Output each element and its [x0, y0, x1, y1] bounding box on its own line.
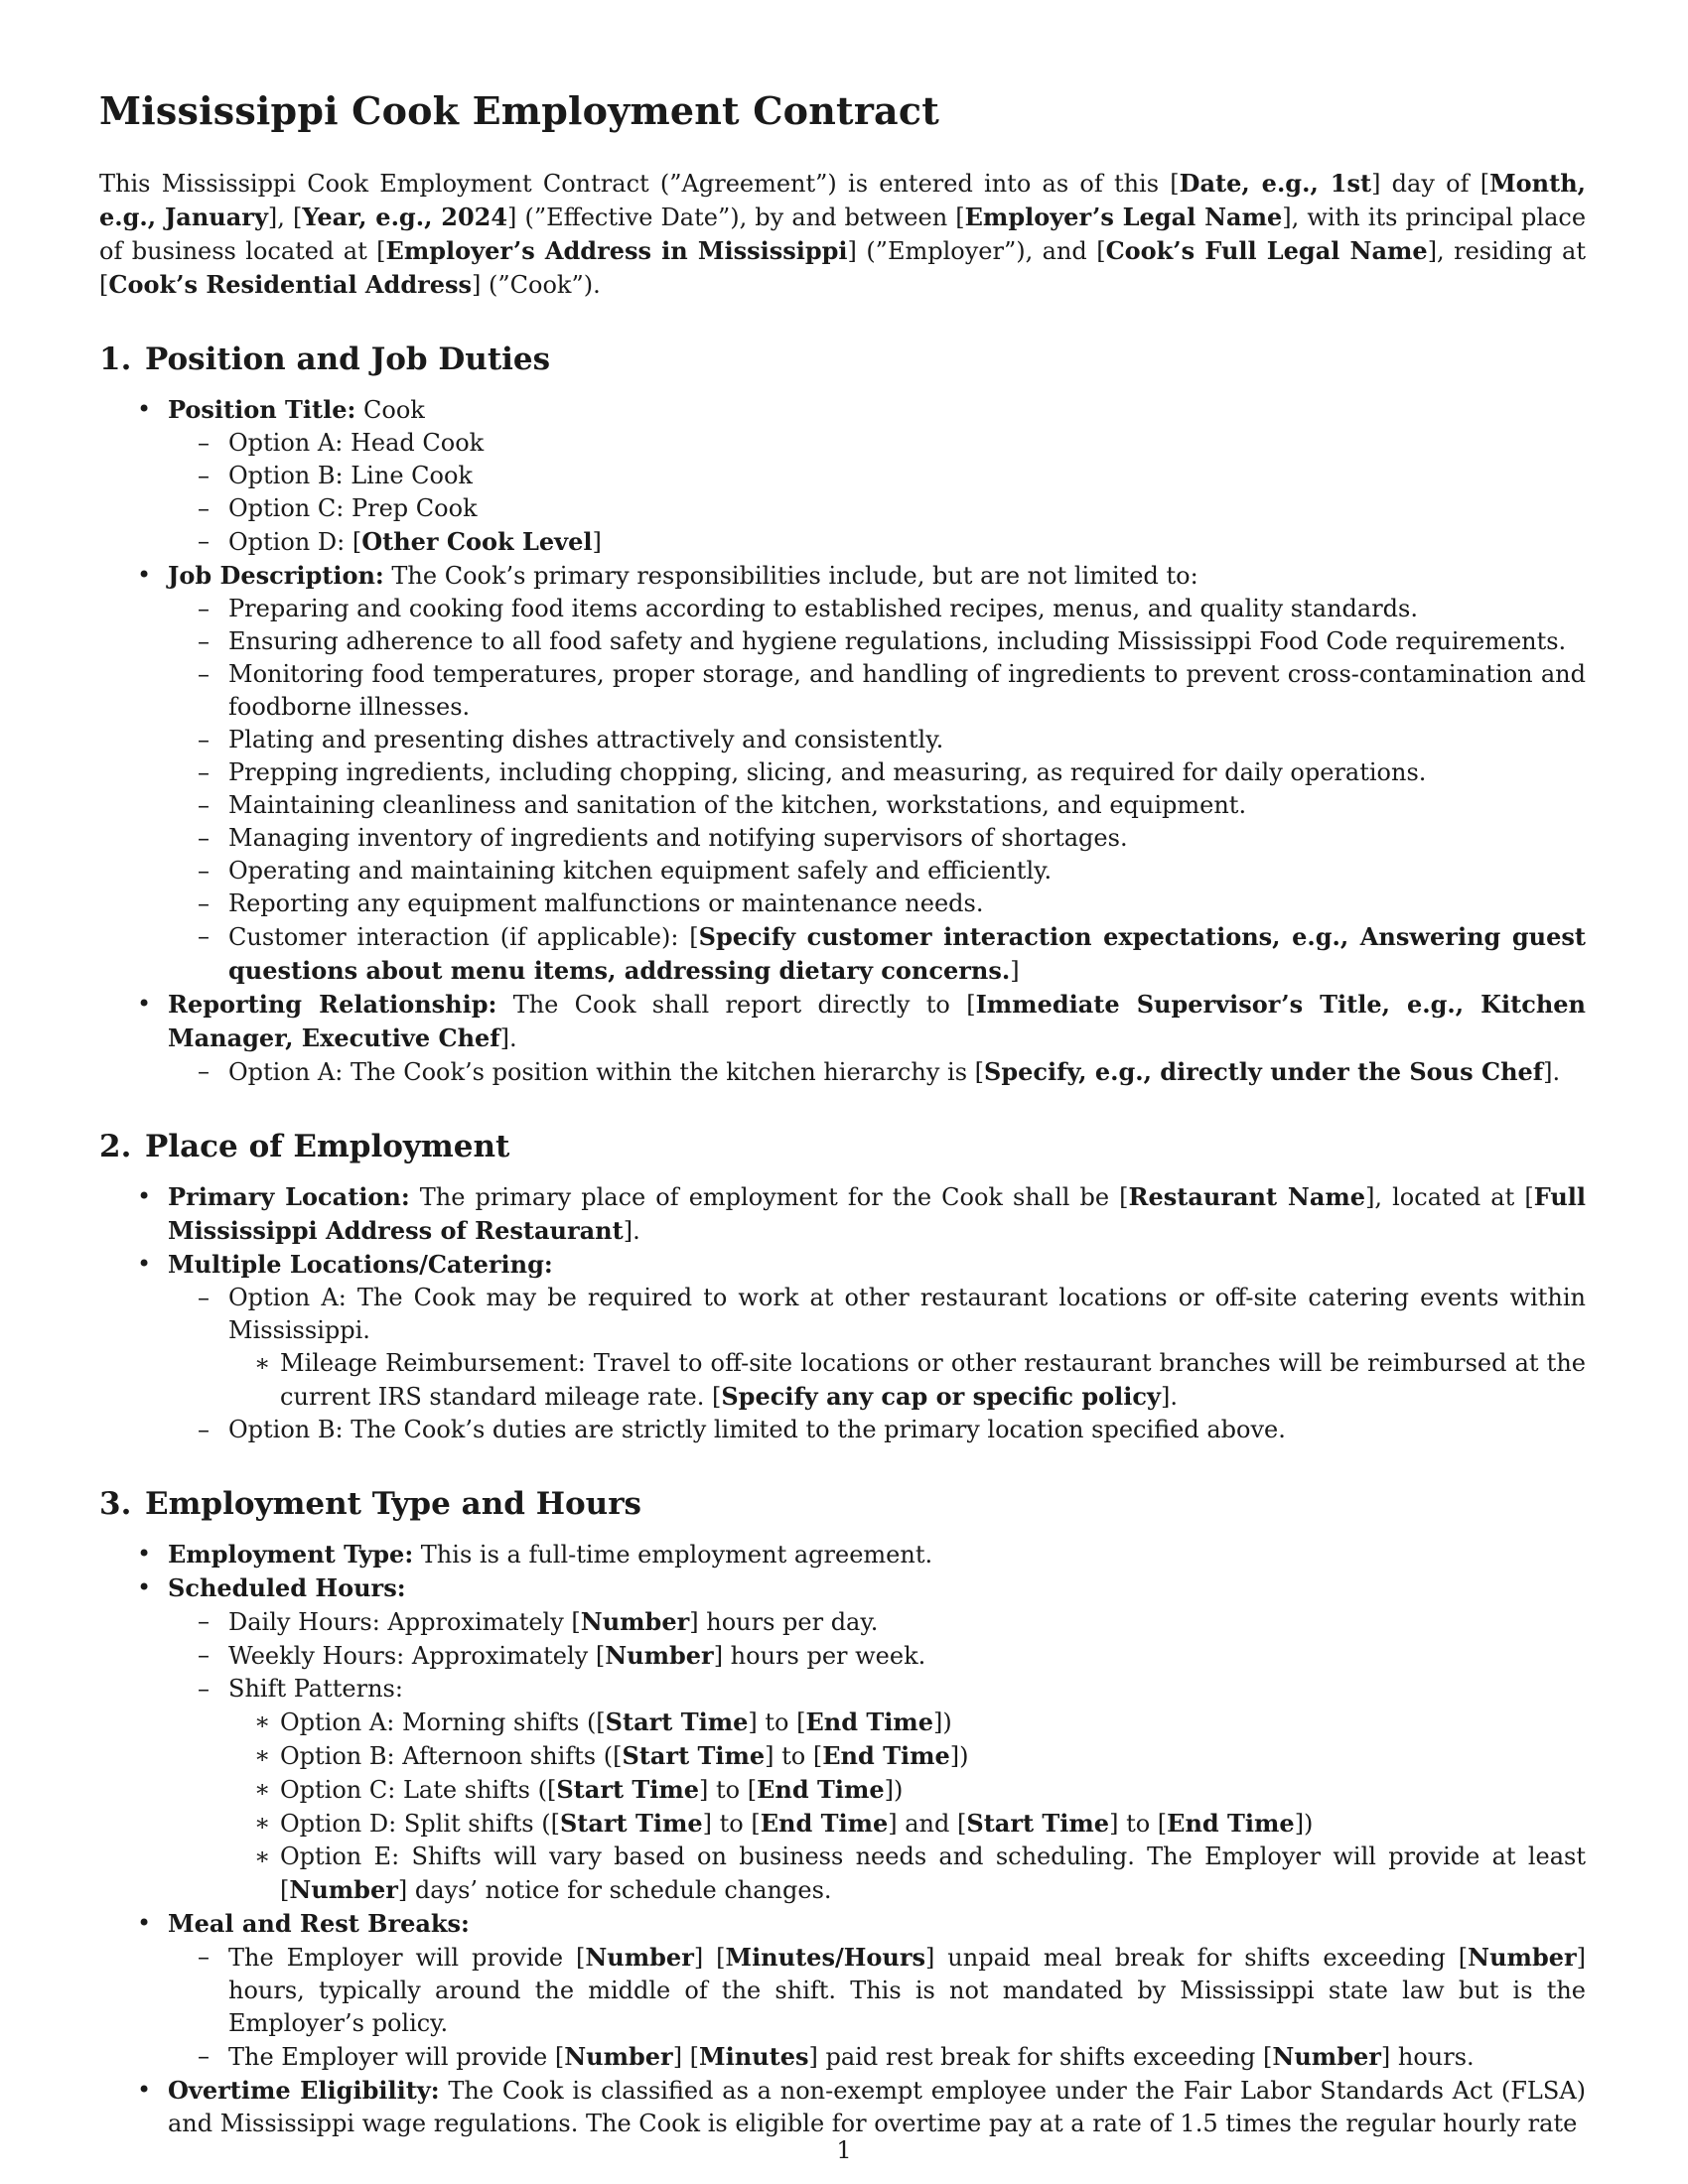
dash-item	[168, 2040, 1586, 2074]
document-title: Mississippi Cook Employment Contract	[99, 88, 939, 133]
text-run: ] paid rest break for shifts exceeding [	[808, 2043, 1273, 2071]
bullet-item	[99, 1538, 1586, 1571]
text-run: ] hours per day.	[689, 1608, 879, 1636]
placeholder-field: End Time	[805, 1707, 933, 1736]
item-label: Employment Type:	[168, 1540, 414, 1569]
dash-item	[168, 855, 1586, 887]
text-run: The Employer will provide [	[228, 1944, 586, 1972]
text-run: ] and [	[888, 1810, 967, 1838]
dash-item	[168, 1414, 1586, 1446]
text-run: Cook	[355, 396, 425, 424]
dash-item	[168, 887, 1586, 920]
placeholder-field: End Time	[1167, 1809, 1295, 1838]
bullet-item	[99, 1248, 1586, 1446]
placeholder-field: End Time	[822, 1741, 950, 1770]
text-run: ] hours.	[1380, 2043, 1475, 2071]
bullet-item	[99, 559, 1586, 988]
intro-paragraph	[99, 167, 1586, 302]
text-run: ] hours, typically around the middle of the shift. This is not mandated by Mississippi state law but is the Employer’s policy.	[228, 1944, 1587, 2037]
section-heading	[99, 1484, 1586, 1524]
text-run: Plating and presenting dishes attractively and consistently.	[228, 726, 944, 753]
placeholder-field: Employer’s Legal Name	[964, 203, 1283, 231]
text-run: ] to [	[1109, 1810, 1168, 1838]
text-run: Reporting any equipment malfunctions or maintenance needs.	[228, 889, 984, 917]
text-run: Option A: The Cook may be required to work at other restaurant locations or off-site catering events within Mississippi.	[228, 1284, 1586, 1344]
placeholder-field: Start Time	[605, 1707, 749, 1736]
list-level-2	[99, 1941, 1586, 2074]
page-number: 1	[836, 2136, 852, 2164]
placeholder-field: Specify any cap or specific policy	[721, 1382, 1161, 1411]
dash-item	[168, 756, 1586, 789]
placeholder-field: Date, e.g., 1st	[1179, 169, 1372, 198]
list-level-1	[99, 1180, 1586, 1446]
text-run: Option B: Afternoon shifts ([	[280, 1742, 623, 1770]
dash-item	[168, 789, 1586, 822]
dash-item	[168, 1605, 1586, 1639]
text-run: Operating and maintaining kitchen equipment safely and efficiently.	[228, 857, 1053, 885]
section-number: 3.	[99, 1486, 132, 1522]
dash-item	[168, 1673, 1586, 1907]
list-level-1	[99, 1538, 1586, 2140]
dash-item	[168, 460, 1586, 492]
text-run: Maintaining cleanliness and sanitation of the kitchen, workstations, and equipment.	[228, 791, 1247, 819]
dash-item	[168, 427, 1586, 460]
dash-item	[168, 625, 1586, 658]
dash-item	[168, 822, 1586, 855]
bullet-item	[99, 1907, 1586, 2074]
placeholder-field: Start Time	[966, 1809, 1110, 1838]
text-run: The primary place of employment for the Cook shall be [	[409, 1183, 1129, 1211]
placeholder-field: Start Time	[559, 1809, 703, 1838]
text-run: Ensuring adherence to all food safety and hygiene regulations, including Mississippi Food Code requirements.	[228, 627, 1567, 655]
list-level-2	[99, 1055, 1586, 1089]
text-run: ] days’ notice for schedule changes.	[397, 1876, 832, 1904]
placeholder-field: Number	[605, 1641, 714, 1670]
text-run: ].	[1160, 1383, 1178, 1411]
text-run: ])	[949, 1742, 969, 1770]
text-run: Option D: Split shifts ([	[280, 1810, 560, 1838]
text-run: Option D: [	[228, 528, 362, 556]
item-label: Primary Location:	[168, 1182, 410, 1211]
dash-item	[168, 1941, 1586, 2040]
text-run: ])	[1294, 1810, 1314, 1838]
placeholder-field: Number	[564, 2042, 673, 2071]
text-run: Monitoring food temperatures, proper storage, and handling of ingredients to prevent cross-contamination and foodborne illnesses.	[228, 660, 1586, 721]
placeholder-field: Number	[580, 1607, 690, 1636]
text-run: ] [	[693, 1944, 726, 1972]
placeholder-field: Immediate Supervisor’s Title, e.g., Kitchen Manager, Executive Chef	[168, 990, 1587, 1052]
text-run: Weekly Hours: Approximately [	[228, 1642, 606, 1670]
item-label: Position Title:	[168, 395, 356, 424]
text-run: ].	[499, 1024, 517, 1052]
sections-container	[99, 340, 1586, 2140]
document-page	[99, 87, 1586, 2140]
text-run: ], residing at [	[99, 237, 1587, 299]
placeholder-field: Number	[1272, 2042, 1381, 2071]
bullet-item	[99, 1180, 1586, 1248]
item-label: Scheduled Hours:	[168, 1573, 406, 1602]
placeholder-field: Minutes/Hours	[725, 1943, 926, 1972]
section-heading	[99, 1127, 1586, 1166]
text-run: The Cook is classified as a non-exempt employee under the Fair Labor Standards Act (FLSA) and Mississippi wage regulations. The Cook is eligible for overtime pay at a rate of 1.5 times the regular hourly rate	[168, 2077, 1587, 2137]
dash-item	[168, 920, 1586, 988]
dash-item	[168, 1055, 1586, 1089]
list-level-2	[99, 593, 1586, 988]
text-run: Customer interaction (if applicable): [	[228, 923, 699, 951]
item-label: Reporting Relationship:	[168, 990, 497, 1019]
text-run: ])	[932, 1708, 952, 1736]
list-level-3	[168, 1706, 1586, 1907]
dash-item	[168, 1282, 1586, 1414]
placeholder-field: Start Time	[622, 1741, 766, 1770]
star-item	[228, 1739, 1586, 1773]
placeholder-field: Full Mississippi Address of Restaurant	[168, 1182, 1587, 1245]
placeholder-field: Minutes	[699, 2042, 809, 2071]
text-run: The Cook’s primary responsibilities include, but are not limited to:	[383, 562, 1198, 590]
text-run: ], with its principal place of business located at [	[99, 204, 1587, 265]
text-run: ]	[1010, 957, 1020, 985]
star-item	[228, 1706, 1586, 1739]
text-run: Daily Hours: Approximately [	[228, 1608, 581, 1636]
placeholder-field: Cook’s Full Legal Name	[1105, 236, 1428, 265]
text-run: Option A: Head Cook	[228, 429, 485, 457]
placeholder-field: Number	[289, 1875, 398, 1904]
item-label: Overtime Eligibility:	[168, 2076, 440, 2105]
list-level-2	[99, 427, 1586, 559]
placeholder-field: Number	[1468, 1943, 1577, 1972]
text-run: ] to [	[702, 1810, 761, 1838]
bullet-item	[99, 988, 1586, 1089]
bullet-item	[99, 393, 1586, 559]
text-run: Managing inventory of ingredients and notifying supervisors of shortages.	[228, 824, 1128, 852]
item-label: Meal and Rest Breaks:	[168, 1909, 470, 1938]
section-number: 2.	[99, 1129, 132, 1164]
placeholder-field: Month, e.g., January	[99, 169, 1586, 231]
text-run: This is a full-time employment agreement.	[413, 1541, 933, 1569]
text-run: This Mississippi Cook Employment Contract (”Agreement”) is entered into as of this [	[99, 170, 1180, 198]
list-level-1	[99, 393, 1586, 1089]
text-run: Preparing and cooking food items according to established recipes, menus, and quality standards.	[228, 595, 1418, 622]
text-run: ])	[884, 1776, 904, 1804]
bullet-item	[99, 1571, 1586, 1907]
section-title: Employment Type and Hours	[145, 1486, 641, 1522]
text-run: ] to [	[748, 1708, 806, 1736]
text-run: Prepping ingredients, including chopping, slicing, and measuring, as required for daily operations.	[228, 758, 1427, 786]
star-item	[228, 1807, 1586, 1841]
text-run: ] (”Employer”), and [	[847, 237, 1106, 265]
star-item	[228, 1347, 1586, 1414]
placeholder-field: Restaurant Name	[1128, 1182, 1366, 1211]
dash-item	[168, 724, 1586, 756]
text-run: Option A: The Cook’s position within the kitchen hierarchy is [	[228, 1058, 985, 1086]
placeholder-field: Number	[585, 1943, 694, 1972]
section-number: 1.	[99, 341, 132, 377]
text-run: ].	[1543, 1058, 1561, 1086]
text-run: ]	[592, 528, 602, 556]
star-item	[228, 1773, 1586, 1807]
placeholder-field: Year, e.g., 2024	[302, 203, 508, 231]
text-run: Option C: Prep Cook	[228, 494, 478, 522]
text-run: ], [	[267, 204, 303, 231]
text-run: Shift Patterns:	[228, 1675, 403, 1703]
placeholder-field: Employer’s Address in Mississippi	[385, 236, 848, 265]
text-run: ] (”Cook”).	[472, 271, 601, 299]
bullet-item	[99, 2074, 1586, 2140]
list-level-3	[168, 1347, 1586, 1414]
placeholder-field: End Time	[757, 1775, 885, 1804]
text-run: ], located at [	[1365, 1183, 1534, 1211]
dash-item	[168, 658, 1586, 724]
text-run: ] to [	[765, 1742, 823, 1770]
text-run: The Employer will provide [	[228, 2043, 565, 2071]
text-run: Option A: Morning shifts ([	[280, 1708, 606, 1736]
text-run: ].	[623, 1217, 640, 1245]
text-run: Mileage Reimbursement: Travel to off-site locations or other restaurant branches will be reimbursed at the current IRS standard mileage rate. [	[280, 1349, 1586, 1411]
dash-item	[168, 593, 1586, 625]
item-label: Job Description:	[168, 561, 384, 590]
text-run: The Cook shall report directly to [	[496, 991, 976, 1019]
text-run: Option B: The Cook’s duties are strictly limited to the primary location specified above.	[228, 1416, 1286, 1443]
text-run: ] unpaid meal break for shifts exceeding [	[925, 1944, 1469, 1972]
text-run: ] [	[672, 2043, 700, 2071]
text-run: Option E: Shifts will vary based on business needs and scheduling. The Employer will provide at least [	[280, 1843, 1586, 1904]
list-level-2	[99, 1605, 1586, 1907]
text-run: ] to [	[699, 1776, 758, 1804]
text-run: ] (”Effective Date”), by and between [	[507, 204, 965, 231]
list-level-2	[99, 1282, 1586, 1446]
star-item	[228, 1841, 1586, 1907]
placeholder-field: Cook’s Residential Address	[108, 270, 473, 299]
dash-item	[168, 525, 1586, 559]
text-run: Option B: Line Cook	[228, 462, 473, 489]
section-heading	[99, 340, 1586, 379]
placeholder-field: Start Time	[556, 1775, 700, 1804]
placeholder-field: End Time	[760, 1809, 889, 1838]
text-run: ] day of [	[1371, 170, 1490, 198]
item-label: Multiple Locations/Catering:	[168, 1250, 553, 1279]
dash-item	[168, 1639, 1586, 1673]
text-run: ] hours per week.	[713, 1642, 926, 1670]
placeholder-field: Other Cook Level	[361, 527, 593, 556]
section-title: Place of Employment	[145, 1129, 510, 1164]
placeholder-field: Specify, e.g., directly under the Sous Chef	[984, 1057, 1544, 1086]
text-run: Option C: Late shifts ([	[280, 1776, 557, 1804]
placeholder-field: Specify customer interaction expectations, e.g., Answering guest questions about menu items, addressing dietary concerns.	[228, 922, 1586, 985]
section-title: Position and Job Duties	[145, 341, 551, 377]
dash-item	[168, 492, 1586, 525]
